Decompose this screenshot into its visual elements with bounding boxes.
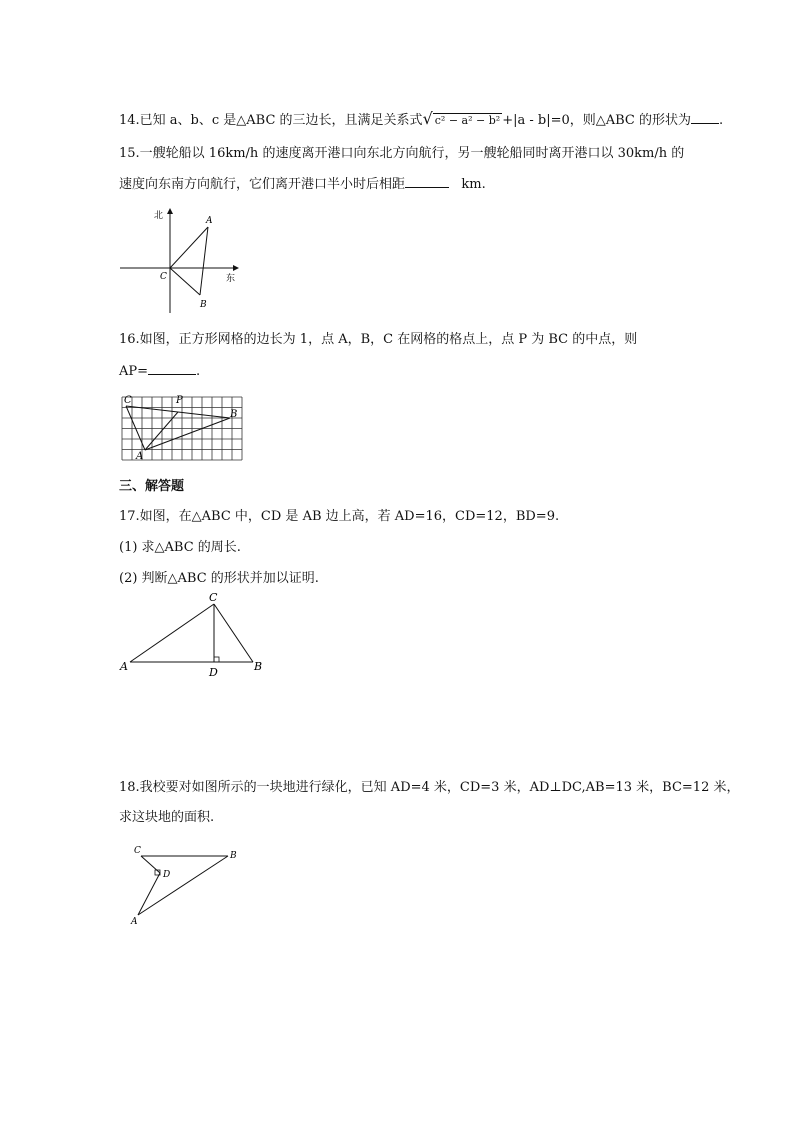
right-angle-mark (214, 657, 219, 662)
label-B: B (230, 409, 238, 420)
label-north: 北 (154, 211, 164, 221)
question-16-line2 (119, 362, 200, 381)
east-arrow-icon (233, 265, 239, 271)
answer-blank (405, 175, 449, 188)
label-A: A (131, 917, 138, 927)
q14-suffix: +|a - b|=0，则△ABC 的形状为 (502, 113, 691, 128)
q18-line1: 18.我校要对如图所示的一块地进行绿化，已知 AD=4 米，CD=3 米，AD⊥DC,AB=13 米，BC=12 米， (119, 780, 740, 795)
q14-end: . (719, 113, 724, 128)
segment-CD (141, 856, 160, 873)
segment-AB (200, 227, 208, 295)
segment-CB (214, 604, 253, 662)
segment-CB (170, 268, 200, 295)
q16-end: . (196, 364, 201, 379)
segment-CA (170, 227, 208, 268)
radical-sign: √ (422, 109, 433, 128)
q17-part1: (1) 求△ABC 的周长. (119, 540, 241, 555)
figure-15 (118, 205, 243, 315)
q18-line2: 求这块地的面积. (119, 810, 215, 825)
q15-unit: km. (461, 177, 486, 192)
q17-part2: (2) 判断△ABC 的形状并加以证明. (119, 571, 319, 586)
segment-AC (130, 604, 214, 662)
label-D: D (163, 870, 171, 880)
label-B: B (230, 851, 237, 861)
label-D: D (209, 666, 218, 679)
q15-line2: 速度向东南方向航行，它们离开港口半小时后相距 (119, 177, 406, 192)
figure-16-grid (118, 392, 248, 467)
label-B: B (200, 300, 207, 310)
q17-line1: 17.如图，在△ABC 中，CD 是 AB 边上高，若 AD=16，CD=12，BD=9. (119, 509, 560, 524)
answer-blank (148, 362, 196, 375)
label-A: A (120, 660, 128, 673)
label-C: C (160, 272, 167, 282)
q16-line1: 16.如图，正方形网格的边长为 1，点 A，B，C 在网格的格点上，点 P 为 BC 的中点，则 (119, 332, 638, 347)
q14-prefix: 14.已知 a、b、c 是△ABC 的三边长，且满足关系式 (119, 113, 423, 128)
figure-18 (128, 843, 243, 928)
section-title: 三、解答题 (119, 479, 185, 494)
label-B: B (254, 660, 263, 673)
segment-DA (138, 873, 160, 915)
label-A: A (136, 451, 144, 462)
label-C: C (134, 846, 141, 856)
question-15-line2 (119, 175, 486, 194)
label-C: C (209, 591, 218, 604)
label-A: A (206, 216, 213, 226)
label-C: C (124, 395, 132, 406)
figure-17 (118, 590, 268, 680)
q15-line1: 15.一艘轮船以 16km/h 的速度离开港口向东北方向航行，另一艘轮船同时离开港口以 30km/h 的 (119, 146, 685, 161)
label-P: P (176, 395, 183, 406)
label-east: 东 (226, 274, 236, 284)
north-arrow-icon (167, 208, 173, 214)
segment-AB (145, 418, 230, 450)
q16-line2-prefix: AP= (119, 364, 149, 379)
question-14 (119, 110, 723, 130)
answer-blank (691, 111, 719, 124)
q14-radicand: c² − a² − b² (434, 114, 501, 127)
